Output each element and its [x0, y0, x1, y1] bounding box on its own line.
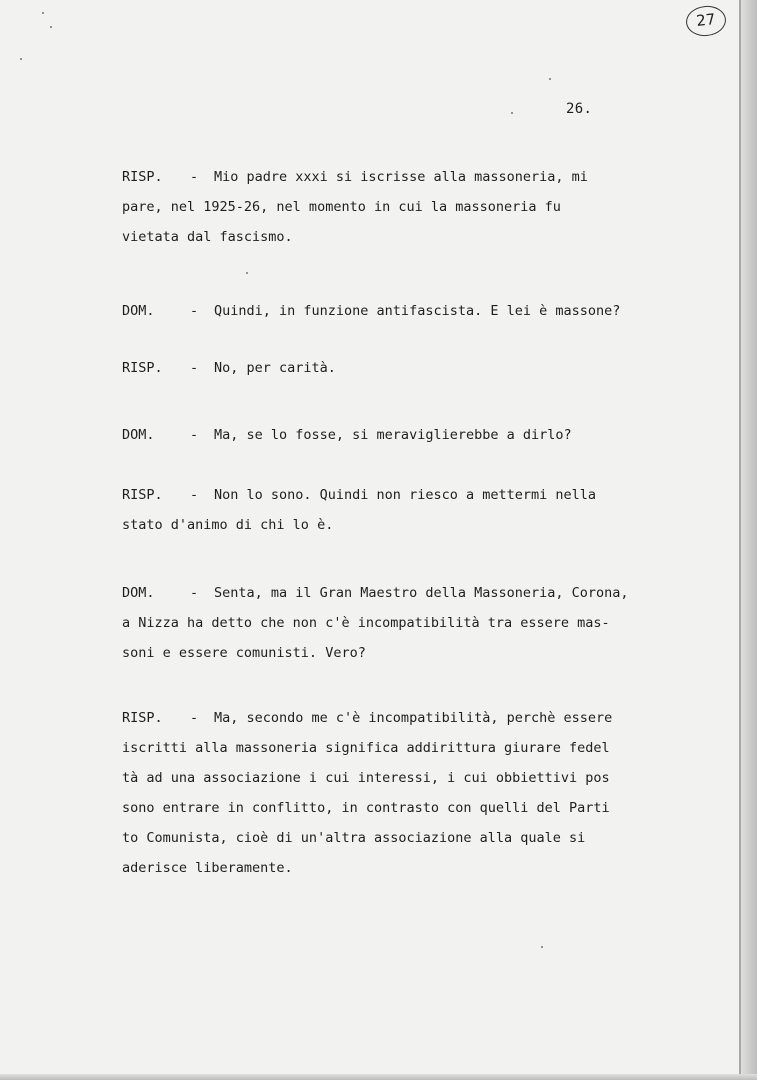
entry-line [122, 162, 694, 192]
dialogue-entry [122, 162, 694, 252]
archive-page-stamp: 27 [685, 4, 728, 38]
dialogue-entry [122, 480, 694, 540]
scan-speck [511, 112, 513, 114]
dialogue-entry [122, 420, 694, 450]
entry-line [122, 296, 694, 326]
line-text: Senta, ma il Gran Maestro della Massoneria, Corona, [214, 585, 629, 601]
entry-line: to Comunista, cioè di un'altra associazione alla quale si [122, 830, 586, 846]
entry-line: stato d'animo di chi lo è. [122, 517, 334, 533]
entry-line [122, 420, 694, 450]
dash: - [190, 710, 199, 726]
speaker-label: RISP. [122, 169, 163, 185]
dialogue-entry [122, 578, 694, 668]
entry-line [122, 703, 694, 733]
scan-speck [541, 946, 543, 948]
line-text: Mio padre xxxi si iscrisse alla massoneria, mi [214, 169, 588, 185]
entry-line: iscritti alla massoneria significa addirittura giurare fedel [122, 740, 610, 756]
speaker-label: RISP. [122, 487, 163, 503]
entry-line: pare, nel 1925-26, nel momento in cui la massoneria fu [122, 199, 561, 215]
dialogue-entry [122, 703, 694, 883]
entry-line: tà ad una associazione i cui interessi, i cui obbiettivi pos [122, 770, 610, 786]
scan-speck [549, 78, 551, 80]
speaker-label: DOM. [122, 303, 155, 319]
page-number: 26. [566, 101, 593, 117]
line-text: Ma, secondo me c'è incompatibilità, perchè essere [214, 710, 613, 726]
page-bottom-edge [0, 1074, 757, 1080]
page-right-edge [739, 0, 757, 1080]
scan-speck [20, 58, 22, 60]
speaker-label: DOM. [122, 427, 155, 443]
speaker-label: DOM. [122, 585, 155, 601]
entry-line: vietata dal fascismo. [122, 229, 293, 245]
entry-line [122, 578, 694, 608]
line-text: No, per carità. [214, 360, 336, 376]
dash: - [190, 169, 199, 185]
speaker-label: RISP. [122, 360, 163, 376]
dash: - [190, 427, 199, 443]
speaker-label: RISP. [122, 710, 163, 726]
entry-line [122, 480, 694, 510]
line-text: Quindi, in funzione antifascista. E lei è massone? [214, 303, 621, 319]
dash: - [190, 585, 199, 601]
entry-line: sono entrare in conflitto, in contrasto con quelli del Parti [122, 800, 610, 816]
scan-speck [246, 272, 248, 274]
line-text: Non lo sono. Quindi non riesco a mettermi nella [214, 487, 597, 503]
dialogue-entry [122, 353, 694, 383]
line-text: Ma, se lo fosse, si meraviglierebbe a dirlo? [214, 427, 572, 443]
dialogue-entry [122, 296, 694, 326]
page-right-edge-line [739, 0, 741, 1080]
dash: - [190, 303, 199, 319]
entry-line: aderisce liberamente. [122, 860, 293, 876]
dash: - [190, 360, 199, 376]
dash: - [190, 487, 199, 503]
entry-line: a Nizza ha detto che non c'è incompatibilità tra essere mas- [122, 615, 610, 631]
entry-line: soni e essere comunisti. Vero? [122, 645, 366, 661]
scan-speck [50, 26, 52, 28]
entry-line [122, 353, 694, 383]
scan-speck [42, 12, 44, 14]
